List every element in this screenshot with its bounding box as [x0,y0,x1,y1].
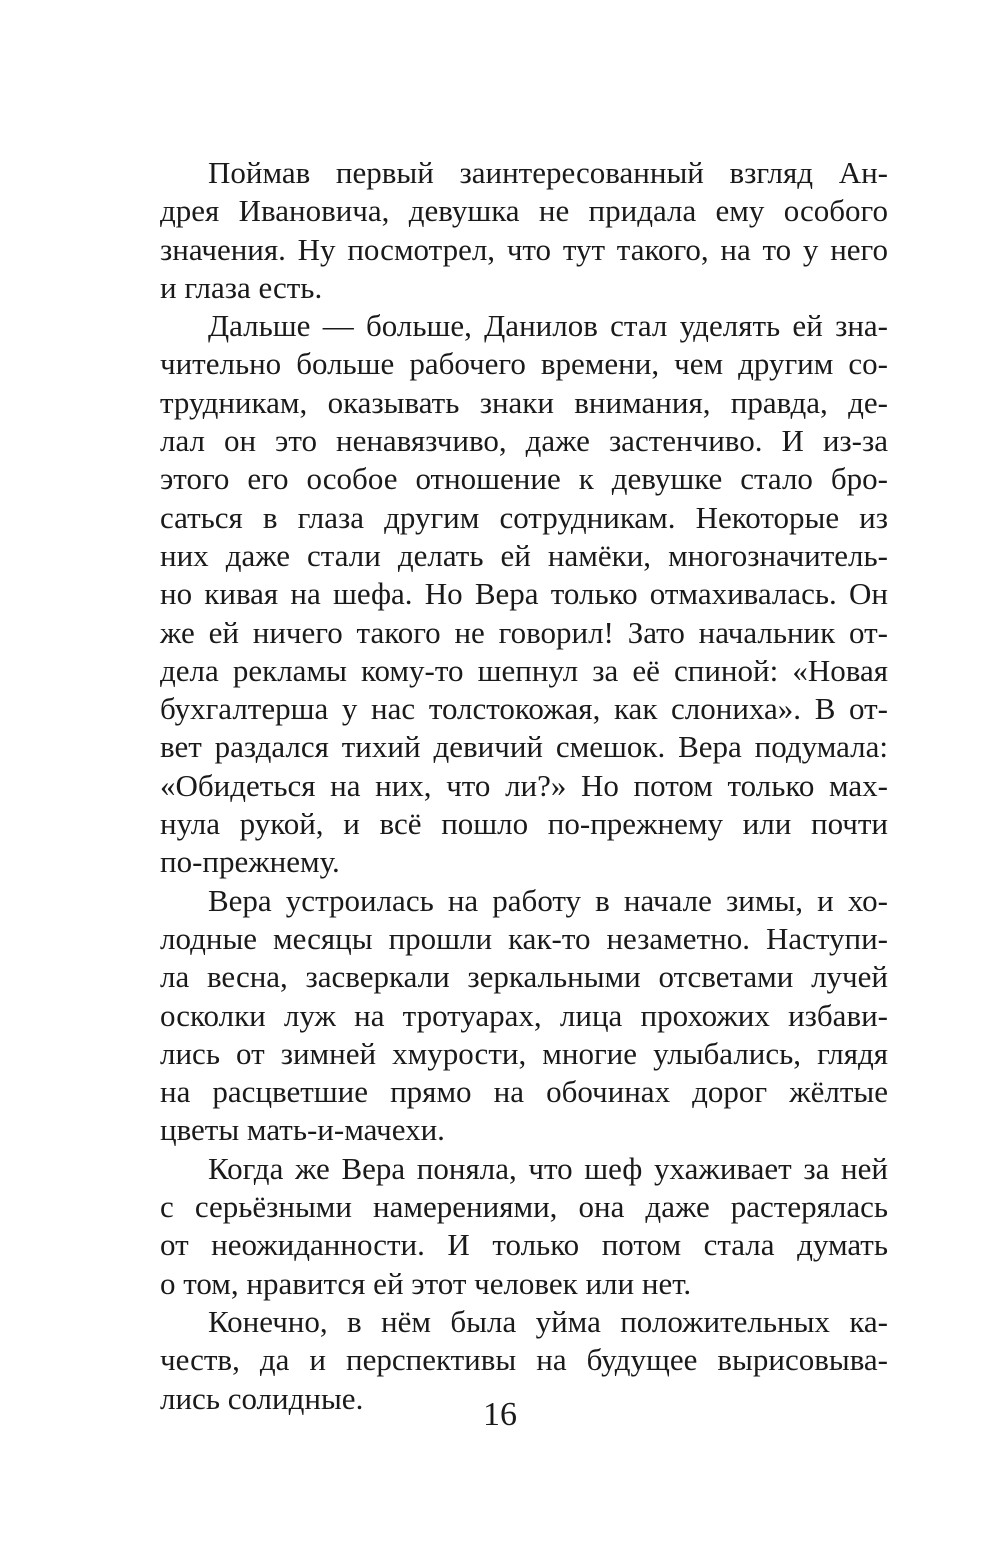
text-line: на расцветшие прямо на обочинах дорог жёлтые [160,1074,888,1110]
text-line: этого его особое отношение к девушке стало бро- [160,461,888,497]
text-line: трудникам, оказывать знаки внимания, правда, де- [160,384,888,420]
text-line: лал он это ненавязчиво, даже застенчиво. И из-за [160,423,888,459]
text-line: о том, нравится ей этот человек или нет. [160,1265,692,1301]
text-line: нула рукой, и всё пошло по-прежнему или почти [160,806,888,842]
text-line: от неожиданности. И только потом стала думать [160,1227,888,1263]
text-line: чительно больше рабочего времени, чем другим со- [160,346,888,382]
text-line: лись солидные. [160,1380,364,1416]
text-line: же ей ничего такого не говорил! Зато начальник от- [160,614,888,650]
text-line: саться в глаза другим сотрудникам. Некоторые из [160,499,888,535]
text-line: цветы мать-и-мачехи. [160,1112,445,1148]
text-line: бухгалтерша у нас толстокожая, как слониха». В от- [160,691,888,727]
page-number: 16 [483,1396,517,1433]
text-line: них даже стали делать ей намёки, многозначитель- [160,537,888,573]
text-line: лись от зимней хмурости, многие улыбались, глядя [160,1035,888,1071]
text-line: дрея Ивановича, девушка не придала ему особого [160,193,888,229]
text-line: Когда же Вера поняла, что шеф ухаживает за ней [208,1150,888,1186]
text-line: честв, да и перспективы на будущее вырисовыва- [160,1342,888,1378]
text-line: по-прежнему. [160,844,340,880]
text-line: дела рекламы кому-то шепнул за её спиной: «Новая [160,652,888,688]
text-line: Дальше — больше, Данилов стал уделять ей зна- [208,308,888,344]
text-line: вет раздался тихий девичий смешок. Вера подумала: [160,729,888,765]
body-text [160,154,888,1418]
text-line: с серьёзными намерениями, она даже растерялась [160,1189,888,1225]
text-line: значения. Ну посмотрел, что тут такого, на то у него [160,231,888,267]
text-line: ла весна, засверкали зеркальными отсветами лучей [160,959,888,995]
text-line: но кивая на шефа. Но Вера только отмахивалась. Он [160,576,888,612]
text-line: лодные месяцы прошли как-то незаметно. Наступи- [160,920,888,956]
text-line: и глаза есть. [160,269,323,305]
text-line: Конечно, в нём была уйма положительных ка- [208,1303,888,1339]
text-line: Поймав первый заинтересованный взгляд Ан- [208,155,888,190]
text-line: Вера устроилась на работу в начале зимы, и хо- [208,882,888,918]
text-line: осколки луж на тротуарах, лица прохожих избави- [160,997,888,1033]
text-line: «Обидеться на них, что ли?» Но потом только мах- [160,767,888,803]
